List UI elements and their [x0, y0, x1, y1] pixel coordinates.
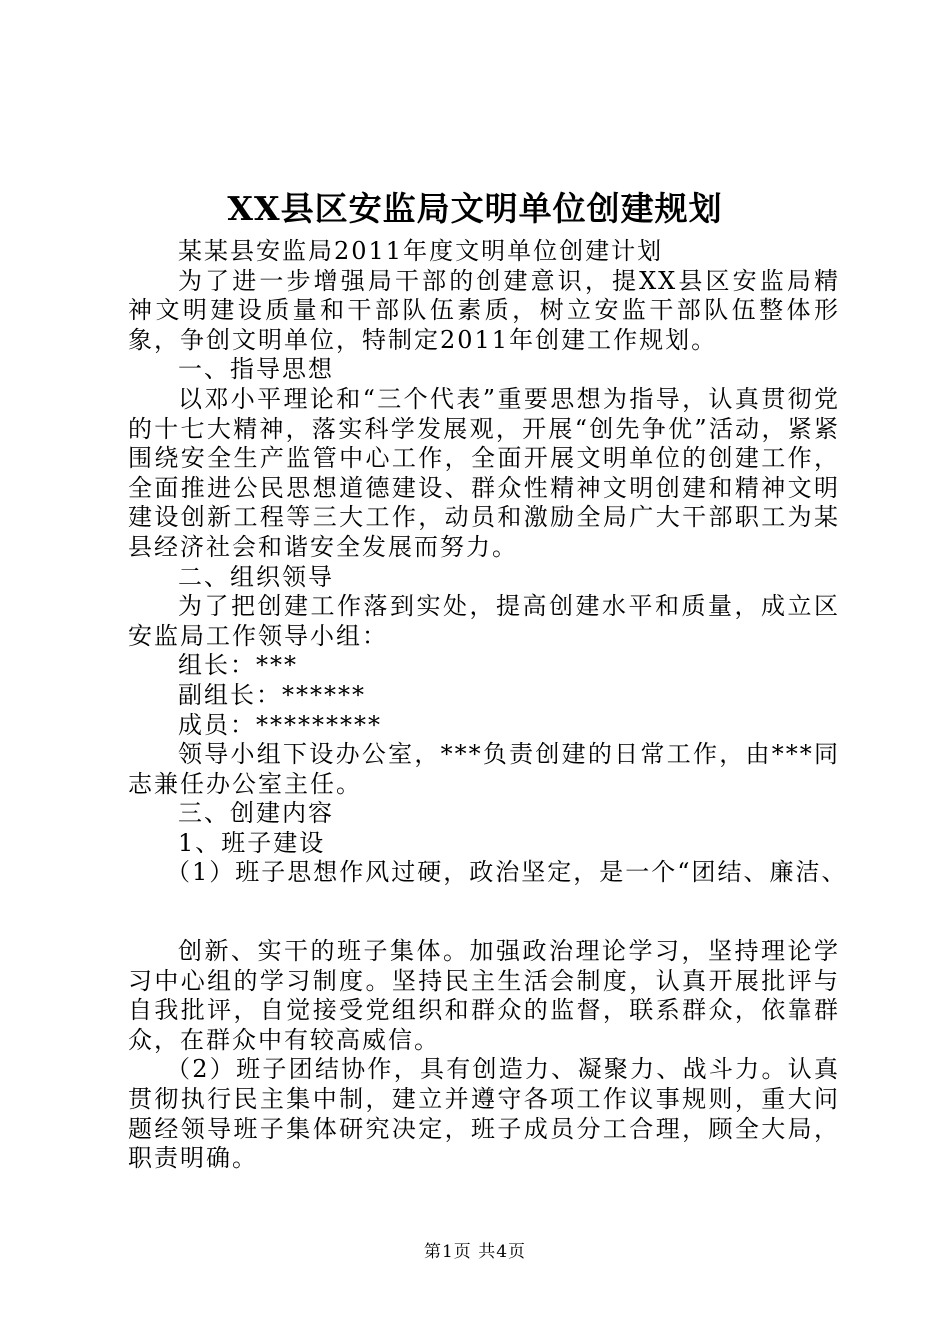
paragraph: （2）班子团结协作，具有创造力、凝聚力、战斗力。认真贯彻执行民主集中制，建立并遵守各项工作议事规则，重大问题经领导班子集体研究决定，班子成员分工合理，顾全大局，职责明确。 [128, 1055, 840, 1173]
subsection-heading: 1、班子建设 [178, 828, 326, 857]
paragraph: （1）班子思想作风过硬，政治坚定，是一个“团结、廉洁、 [166, 858, 848, 887]
paragraph: 某某县安监局2011年度文明单位创建计划 [178, 237, 664, 265]
list-item: 成员：********* [178, 710, 382, 739]
paragraph: 为了把创建工作落到实处，提高创建水平和质量，成立区安监局工作领导小组： [128, 592, 840, 650]
document-title: XX县区安监局文明单位创建规划 [227, 189, 723, 228]
paragraph: 为了进一步增强局干部的创建意识，提XX县区安监局精神文明建设质量和干部队伍素质，树立安监干部队伍整体形象，争创文明单位，特制定2011年创建工作规划。 [128, 266, 840, 354]
body-text-top [128, 237, 848, 888]
section-heading: 二、组织领导 [178, 562, 334, 591]
section-heading: 三、创建内容 [178, 799, 334, 828]
paragraph: 领导小组下设办公室，***负责创建的日常工作，由***同志兼任办公室主任。 [128, 740, 840, 798]
list-item: 组长：*** [178, 651, 298, 680]
section-heading: 一、指导思想 [178, 355, 334, 384]
list-item: 副组长：****** [178, 680, 366, 709]
paragraph: 创新、实干的班子集体。加强政治理论学习，坚持理论学习中心组的学习制度。坚持民主生活会制度，认真开展批评与自我批评，自觉接受党组织和群众的监督，联系群众，依靠群众，在群众中有较高威信。 [128, 937, 840, 1054]
body-text-bottom [128, 937, 840, 1174]
page-footer: 第1页 共4页 [423, 1242, 527, 1262]
paragraph: 以邓小平理论和“三个代表”重要思想为指导，认真贯彻党的十七大精神，落实科学发展观，开展“创先争优”活动，紧紧围绕安全生产监管中心工作，全面开展文明单位的创建工作，全面推进公民思想道德建设、群众性精神文明创建和精神文明建设创新工程等三大工作，动员和激励全局广大干部职工为某县经济社会和谐安全发展而努力。 [128, 384, 840, 561]
